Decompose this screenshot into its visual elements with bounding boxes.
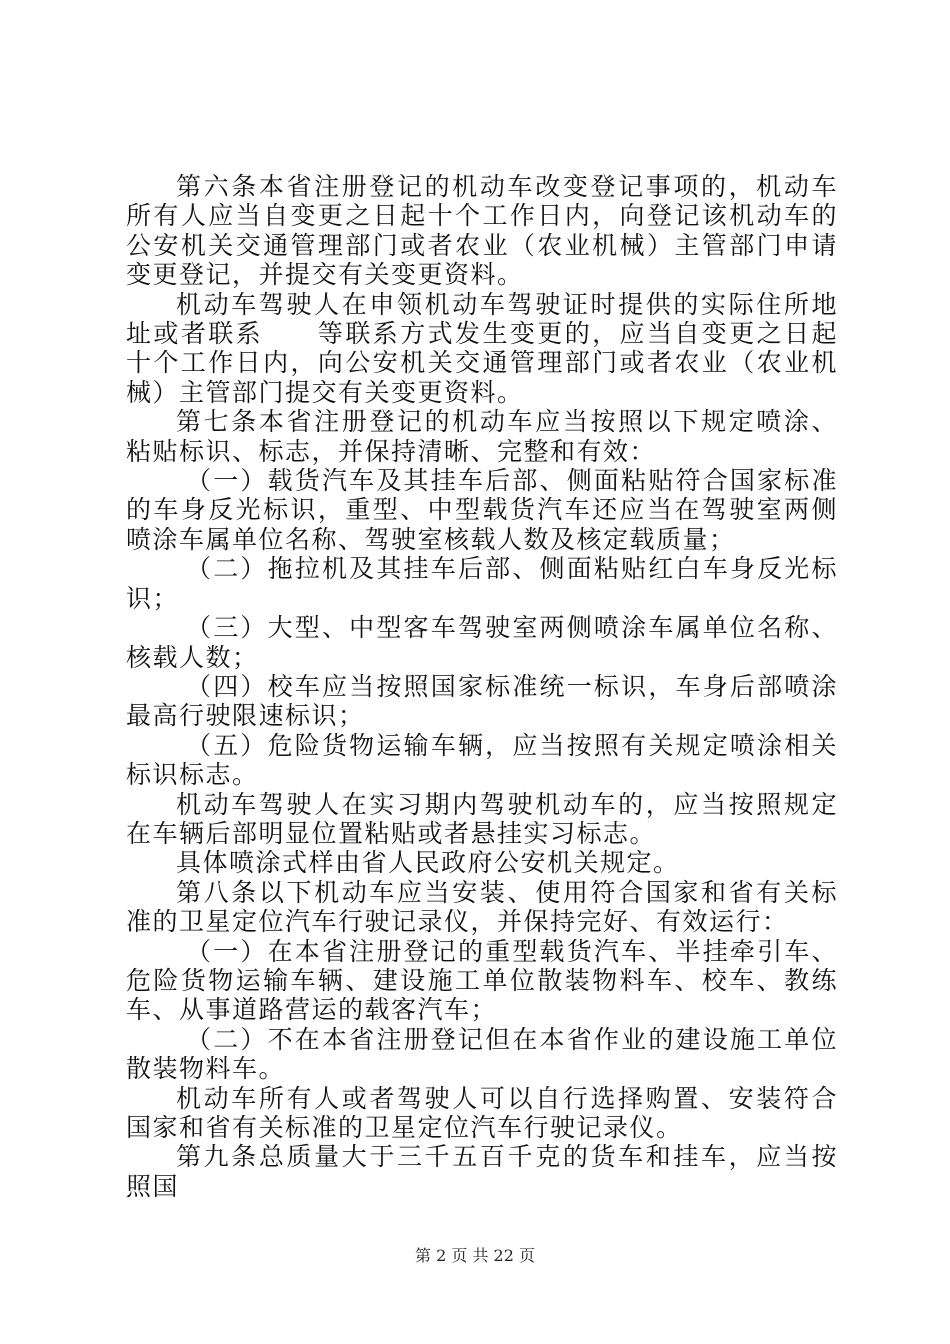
list-item: （一）载货汽车及其挂车后部、侧面粘贴符合国家标准的车身反光标识，重型、中型载货汽车还应当在驾驶室两侧喷涂车属单位名称、驾驶室核载人数及核定载质量； bbox=[126, 466, 838, 554]
paragraph: 机动车驾驶人在实习期内驾驶机动车的，应当按照规定在车辆后部明显位置粘贴或者悬挂实习标志。 bbox=[126, 789, 838, 848]
list-item: （二）不在本省注册登记但在本省作业的建设施工单位散装物料车。 bbox=[126, 1024, 838, 1084]
paragraph: 第九条总质量大于三千五百千克的货车和挂车，应当按照国 bbox=[126, 1142, 838, 1201]
paragraph: 第八条以下机动车应当安装、使用符合国家和省有关标准的卫星定位汽车行驶记录仪，并保持完好、有效运行： bbox=[126, 877, 838, 937]
list-item: （五）危险货物运输车辆，应当按照有关规定喷涂相关标识标志。 bbox=[126, 730, 838, 790]
list-item: （四）校车应当按照国家标准统一标识，车身后部喷涂最高行驶限速标识； bbox=[126, 671, 838, 731]
list-item: （二）拖拉机及其挂车后部、侧面粘贴红白车身反光标识； bbox=[126, 554, 838, 613]
paragraph: 机动车驾驶人在申领机动车驾驶证时提供的实际住所地址或者联系 等联系方式发生变更的，应当自变更之日起十个工作日内，向公安机关交通管理部门或者农业（农业机械）主管部门提交有关变更资料。 bbox=[126, 289, 838, 407]
paragraph: 机动车所有人或者驾驶人可以自行选择购置、安装符合国家和省有关标准的卫星定位汽车行驶记录仪。 bbox=[126, 1083, 838, 1142]
document-body bbox=[126, 172, 838, 1201]
list-item: （三）大型、中型客车驾驶室两侧喷涂车属单位名称、核载人数； bbox=[126, 613, 838, 672]
paragraph: 第六条本省注册登记的机动车改变登记事项的，机动车所有人应当自变更之日起十个工作日内，向登记该机动车的公安机关交通管理部门或者农业（农业机械）主管部门申请变更登记，并提交有关变更资料。 bbox=[126, 172, 838, 290]
paragraph: 第七条本省注册登记的机动车应当按照以下规定喷涂、粘贴标识、标志，并保持清晰、完整和有效： bbox=[126, 407, 838, 466]
paragraph: 具体喷涂式样由省人民政府公安机关规定。 bbox=[176, 848, 680, 878]
list-item: （一）在本省注册登记的重型载货汽车、半挂牵引车、危险货物运输车辆、建设施工单位散装物料车、校车、教练车、从事道路营运的载客汽车； bbox=[126, 936, 838, 1025]
page-number-footer: 第 2 页 共 22 页 bbox=[415, 1246, 535, 1265]
